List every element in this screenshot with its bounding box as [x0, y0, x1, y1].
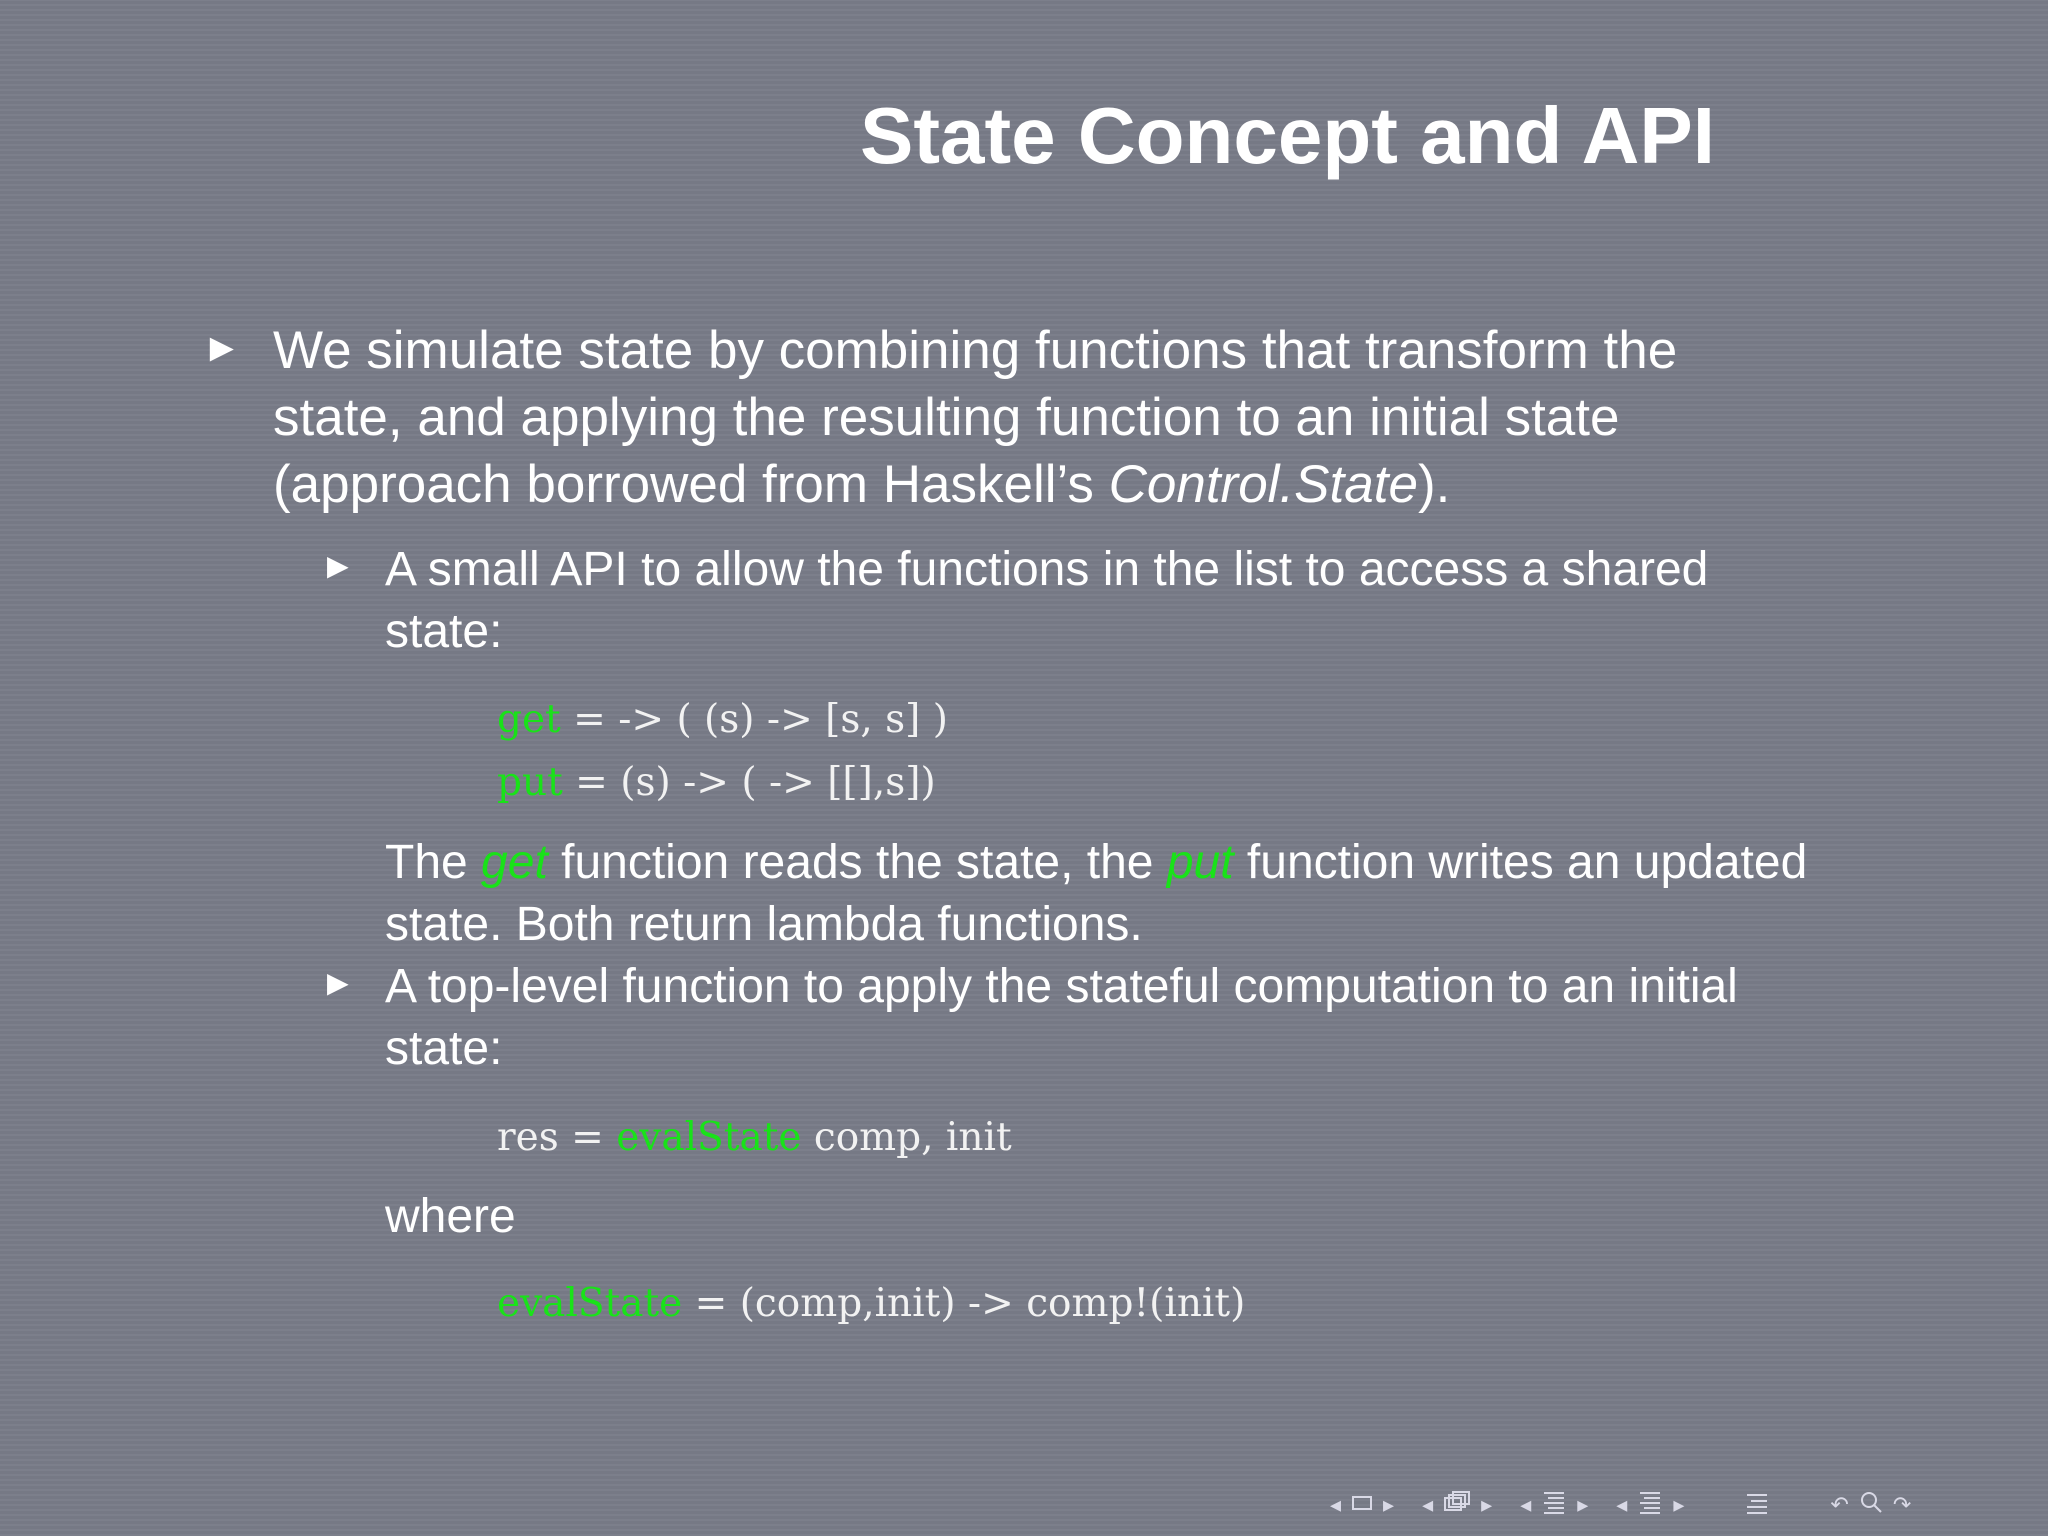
where-text: where: [385, 1190, 516, 1243]
nav-next-icon[interactable]: ▸: [1673, 1492, 1685, 1517]
code-put-line: [497, 751, 936, 814]
code-evalstate-keyword: evalState: [497, 1281, 683, 1326]
code-res-post: comp, init: [801, 1115, 1012, 1160]
undo-icon[interactable]: ↶: [1830, 1492, 1849, 1517]
para1-line1: [385, 832, 1807, 894]
para1-get-highlight: get: [481, 836, 548, 889]
slide-title: State Concept and API: [860, 91, 1715, 180]
redo-icon[interactable]: ↷: [1892, 1492, 1912, 1517]
code-res-keyword: evalState: [616, 1115, 802, 1160]
nav-prev-icon[interactable]: ◂: [1422, 1492, 1434, 1517]
para1-t1: The: [385, 836, 482, 889]
code-get-line: [497, 688, 948, 751]
sub1-line2: state:: [385, 605, 503, 658]
subsection-icon[interactable]: [1443, 1490, 1471, 1520]
bullet1-line3-pre: (approach borrowed from Haskell’s: [273, 455, 1109, 514]
sub1-line1: A small API to allow the functions in the list to access a shared: [385, 543, 1709, 596]
beamer-navigation-bar: [1330, 1488, 1911, 1522]
code-get-rest: = -> ( (s) -> [s, s] ): [560, 697, 949, 742]
section-icon[interactable]: [1541, 1489, 1567, 1521]
code-put-keyword: put: [497, 760, 563, 805]
code-res-pre: res =: [497, 1115, 617, 1160]
code-res-line: [497, 1106, 1012, 1169]
nav-next-icon[interactable]: ▸: [1383, 1492, 1395, 1517]
para1-line2: state. Both return lambda functions.: [385, 898, 1143, 951]
bullet1-line3-em: Control.State: [1108, 455, 1418, 514]
nav-prev-icon[interactable]: ◂: [1330, 1492, 1342, 1517]
para1-t2: function reads the state, the: [547, 836, 1167, 889]
code-evalstate-line: [497, 1272, 1245, 1335]
subbullet-arrow-icon: ►: [320, 962, 356, 1003]
para1-t3: function writes an updated: [1233, 836, 1808, 889]
subbullet-arrow-icon: ►: [320, 545, 356, 586]
nav-prev-icon[interactable]: ◂: [1520, 1492, 1532, 1517]
search-icon[interactable]: [1859, 1490, 1883, 1520]
nav-next-icon[interactable]: ▸: [1481, 1492, 1493, 1517]
bullet1-line1: We simulate state by combining functions that transform the: [273, 321, 1678, 380]
outline-icon[interactable]: [1744, 1489, 1770, 1521]
bullet-arrow-icon: ►: [202, 326, 242, 370]
bullet1-line3-post: ).: [1417, 455, 1451, 514]
frame-icon[interactable]: [1351, 1492, 1373, 1518]
section-icon[interactable]: [1637, 1489, 1663, 1521]
nav-next-icon[interactable]: ▸: [1577, 1492, 1589, 1517]
para1-put-highlight: put: [1166, 836, 1234, 889]
code-evalstate-rest: = (comp,init) -> comp!(init): [682, 1281, 1246, 1326]
sub2-line1: A top-level function to apply the stateful computation to an initial: [385, 960, 1738, 1013]
code-put-rest: = (s) -> ( -> [[],s]): [562, 760, 936, 805]
nav-prev-icon[interactable]: ◂: [1616, 1492, 1628, 1517]
sub2-line2: state:: [385, 1022, 503, 1075]
bullet1-line2: state, and applying the resulting function to an initial state: [273, 388, 1620, 447]
bullet1-line3: [273, 451, 1450, 518]
code-get-keyword: get: [497, 697, 561, 742]
